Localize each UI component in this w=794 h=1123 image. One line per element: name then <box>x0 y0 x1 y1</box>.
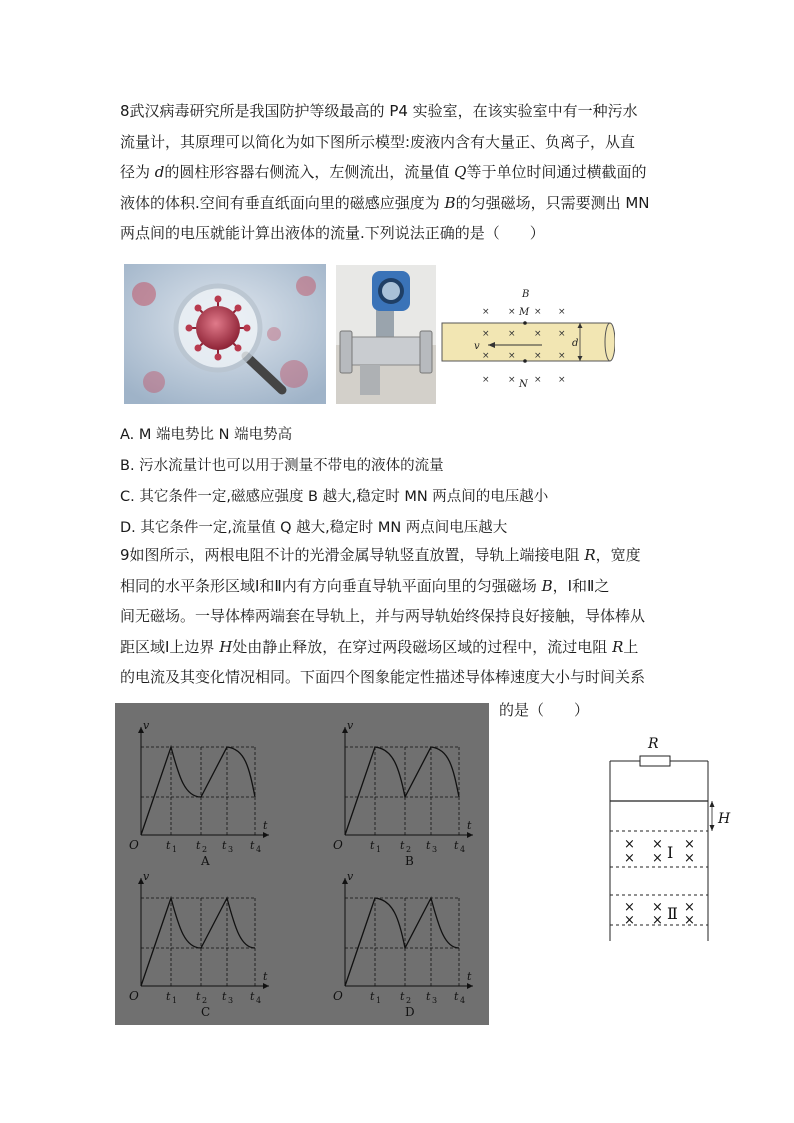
t-axis-label: t <box>263 970 268 983</box>
point-n-label: N <box>519 379 528 390</box>
tick-sub-1: 1 <box>172 845 178 854</box>
v-axis-label: v <box>347 870 354 883</box>
tick-sub-2: 2 <box>406 845 412 854</box>
tick-sub-3: 3 <box>432 996 438 1005</box>
option-d: D. 其它条件一定,流量值 Q 越大,稳定时 MN 两点间电压越大 <box>120 520 508 536</box>
tick-sub-1: 1 <box>376 996 382 1005</box>
tick-sub-1: 1 <box>172 996 178 1005</box>
tick-sub-4: 4 <box>460 845 466 854</box>
region-1-label: Ⅰ <box>667 843 674 862</box>
v-axis-label: v <box>143 870 150 883</box>
tick-sub-2: 2 <box>202 845 208 854</box>
resistor-r <box>640 756 670 766</box>
origin-label: O <box>129 989 139 1003</box>
svg-text:×: × <box>624 837 635 852</box>
graph-label-b: B <box>405 854 414 868</box>
tick-label-t1: t <box>166 990 171 1003</box>
velocity-label: v <box>474 341 480 352</box>
t-axis-label: t <box>263 819 268 832</box>
svg-text:×: × <box>508 351 516 361</box>
svg-text:×: × <box>684 851 695 866</box>
graph-label-c: C <box>201 1005 211 1019</box>
svg-text:×: × <box>558 351 566 361</box>
svg-text:×: × <box>508 375 516 385</box>
tick-sub-4: 4 <box>460 996 466 1005</box>
svg-text:×: × <box>534 375 542 385</box>
svg-text:×: × <box>624 900 635 915</box>
svg-text:×: × <box>684 837 695 852</box>
option-b: B. 污水流量计也可以用于测量不带电的液体的流量 <box>120 458 444 474</box>
tick-label-t4: t <box>250 839 255 852</box>
svg-text:×: × <box>684 900 695 915</box>
svg-text:×: × <box>482 329 490 339</box>
tick-sub-4: 4 <box>256 996 262 1005</box>
tick-sub-2: 2 <box>406 996 412 1005</box>
tick-label-t1: t <box>370 990 375 1003</box>
svg-text:×: × <box>624 913 635 928</box>
svg-text:×: × <box>534 351 542 361</box>
tick-label-t2: t <box>400 839 405 852</box>
svg-text:×: × <box>534 329 542 339</box>
tick-label-t4: t <box>250 990 255 1003</box>
region-2-label: Ⅱ <box>667 904 678 923</box>
tick-label-t3: t <box>426 839 431 852</box>
svg-text:×: × <box>558 375 566 385</box>
question-9-tail: 的是（ ） <box>499 701 590 719</box>
t-axis-label: t <box>467 970 472 983</box>
tick-sub-3: 3 <box>432 845 438 854</box>
pipe-magnetic-field-diagram <box>440 283 615 393</box>
velocity-time-graphs-panel <box>115 703 489 1025</box>
svg-text:×: × <box>482 375 490 385</box>
svg-text:×: × <box>482 351 490 361</box>
resistor-r-label: R <box>648 736 659 752</box>
tick-sub-1: 1 <box>376 845 382 854</box>
svg-text:×: × <box>624 851 635 866</box>
tick-label-t3: t <box>222 990 227 1003</box>
svg-text:×: × <box>508 329 516 339</box>
tick-label-t3: t <box>222 839 227 852</box>
svg-text:×: × <box>558 307 566 317</box>
tick-label-t4: t <box>454 990 459 1003</box>
tick-sub-4: 4 <box>256 845 262 854</box>
tick-sub-3: 3 <box>228 845 234 854</box>
tick-label-t2: t <box>196 839 201 852</box>
option-c: C. 其它条件一定,磁感应强度 B 越大,稳定时 MN 两点间的电压越小 <box>120 489 549 505</box>
field-b-label: B <box>522 289 530 300</box>
v-axis-label: v <box>347 719 354 732</box>
svg-text:×: × <box>652 900 663 915</box>
graph-label-a: A <box>201 854 210 868</box>
svg-text:×: × <box>482 307 490 317</box>
tick-label-t1: t <box>370 839 375 852</box>
question-9-text: 9如图所示，两根电阻不计的光滑金属导轨竖直放置，导轨上端接电阻 R，宽度 相同的水平条形区域Ⅰ和Ⅱ内有方向垂直导轨平面向里的匀强磁场 B，Ⅰ和Ⅱ之 间无磁场。一导体棒两端套在导轨上，并与两导轨始终保持良好接触，导体棒从 距区域Ⅰ上边界 H处由静止释放，在穿过两段磁场区域的过程中，流过电阻 R上 的电流及其变化情况相同。下面四个图象能定性描述导体棒速度大小与时间关系 <box>120 546 646 686</box>
origin-label: O <box>129 838 139 852</box>
tick-sub-3: 3 <box>228 996 234 1005</box>
tick-sub-2: 2 <box>202 996 208 1005</box>
svg-text:×: × <box>684 913 695 928</box>
svg-text:×: × <box>508 307 516 317</box>
tick-label-t2: t <box>400 990 405 1003</box>
rail-circuit-diagram <box>596 727 742 951</box>
tick-label-t3: t <box>426 990 431 1003</box>
point-m-label: M <box>519 307 530 318</box>
svg-text:×: × <box>558 329 566 339</box>
svg-text:×: × <box>652 913 663 928</box>
svg-text:×: × <box>534 307 542 317</box>
t-axis-label: t <box>467 819 472 832</box>
virus-magnifier-photo <box>124 264 326 404</box>
tick-label-t2: t <box>196 990 201 1003</box>
tick-label-t1: t <box>166 839 171 852</box>
diameter-label: d <box>572 338 579 349</box>
tick-label-t4: t <box>454 839 459 852</box>
v-axis-label: v <box>143 719 150 732</box>
option-a: A. M 端电势比 N 端电势高 <box>120 427 293 443</box>
graph-label-d: D <box>405 1005 415 1019</box>
flow-meter-photo <box>336 265 436 404</box>
height-h-label: H <box>718 811 731 827</box>
question-8-text: 8武汉病毒研究所是我国防护等级最高的 P4 实验室，在该实验室中有一种污水 流量计，其原理可以简化为如下图所示模型:废液内含有大量正、负离子，从直 径为 d的圆柱形容器右侧流入，左侧流出，流量值 Q等于单位时间通过横截面的 液体的体积.空间有垂直纸面向里的磁感应强度为 B的匀强磁场，只需要测出 MN 两点间的电压就能计算出液体的流量.下列说法正确的是（ ） <box>120 102 650 242</box>
svg-text:×: × <box>652 837 663 852</box>
svg-text:×: × <box>652 851 663 866</box>
origin-label: O <box>333 989 343 1003</box>
origin-label: O <box>333 838 343 852</box>
